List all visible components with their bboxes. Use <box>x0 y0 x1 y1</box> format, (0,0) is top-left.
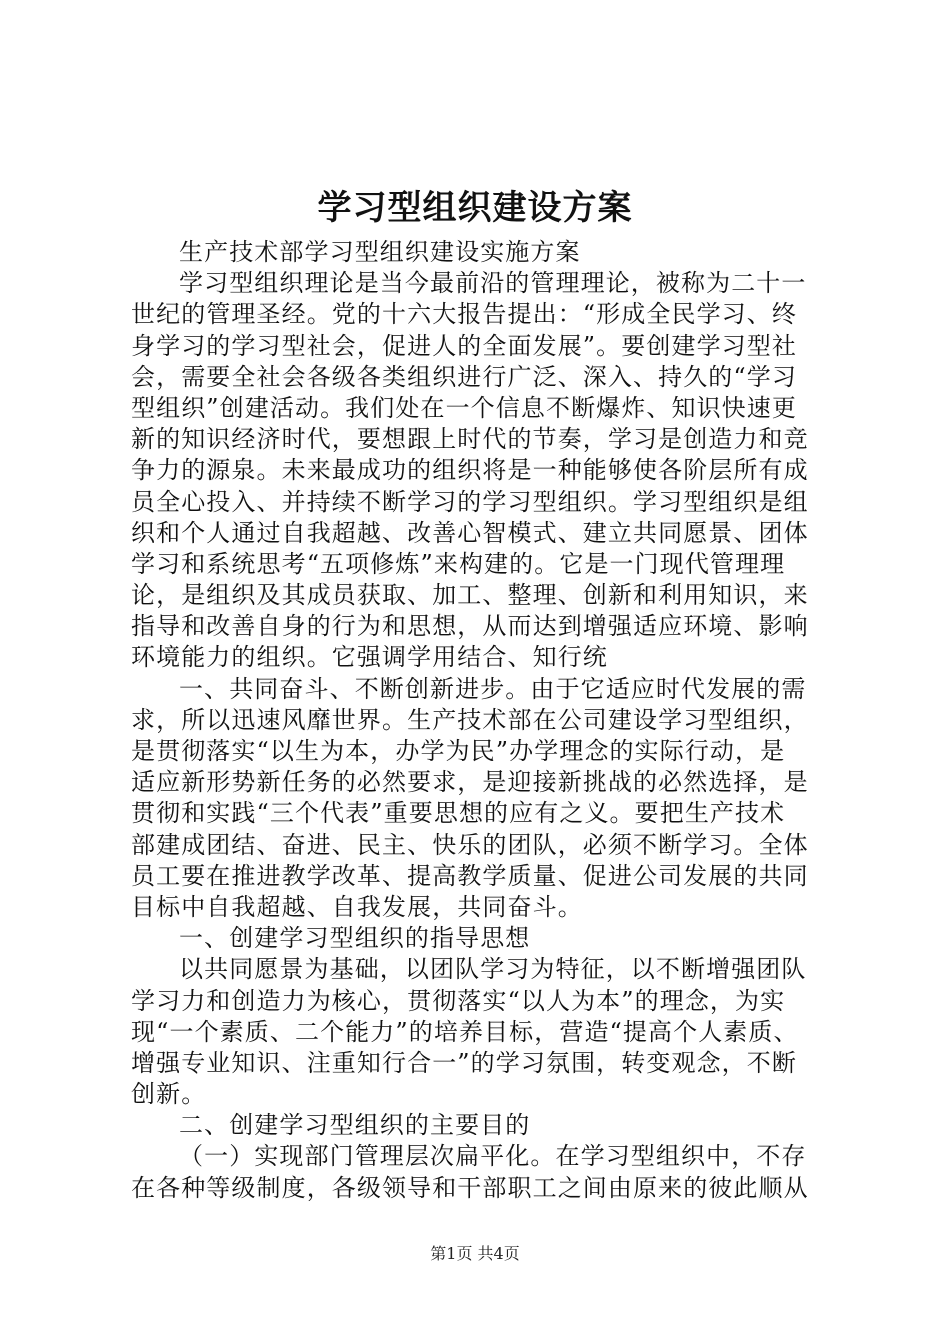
page-footer: 第1页 共4页 <box>430 1244 520 1263</box>
body-line: 员工要在推进教学改革、提高教学质量、促进公司发展的共同 <box>131 861 809 890</box>
body-line: （一）实现部门管理层次扁平化。在学习型组织中，不存 <box>179 1142 807 1171</box>
body-line: 适应新形势新任务的必然要求，是迎接新挑战的必然选择，是 <box>131 768 809 797</box>
body-line: 环境能力的组织。它强调学用结合、知行统 <box>131 643 608 672</box>
body-line: 现“一个素质、二个能力”的培养目标，营造“提高个人素质、 <box>131 1017 799 1046</box>
body-line: 生产技术部学习型组织建设实施方案 <box>179 238 581 266</box>
document-title: 学习型组织建设方案 <box>317 188 633 228</box>
body-line: 学习力和创造力为核心，贯彻落实“以人为本”的理念，为实 <box>131 986 786 1015</box>
body-line: 会，需要全社会各级各类组织进行广泛、深入、持久的“学习 <box>131 362 797 391</box>
document-body <box>131 237 831 1204</box>
body-line: 指导和改善自身的行为和思想，从而达到增强适应环境、影响 <box>131 612 809 641</box>
body-line: 部建成团结、奋进、民主、快乐的团队，必须不断学习。全体 <box>131 830 809 859</box>
body-line: 一、共同奋斗、不断创新进步。由于它适应时代发展的需 <box>179 674 807 703</box>
body-line: 学习和系统思考“五项修炼”来构建的。它是一门现代管理理 <box>131 549 786 578</box>
body-line: 论，是组织及其成员获取、加工、整理、创新和利用知识，来 <box>131 581 809 610</box>
body-line: 增强专业知识、注重知行合一”的学习氛围，转变观念，不断 <box>131 1048 797 1077</box>
body-line: 以共同愿景为基础，以团队学习为特征，以不断增强团队 <box>179 955 807 984</box>
body-line: 贯彻和实践“三个代表”重要思想的应有之义。要把生产技术 <box>131 799 786 828</box>
body-line: 是贯彻落实“以生为本，办学为民”办学理念的实际行动，是 <box>131 737 786 765</box>
body-line: 一、创建学习型组织的指导思想 <box>179 924 531 953</box>
body-line: 二、创建学习型组织的主要目的 <box>179 1111 531 1140</box>
body-line: 世纪的管理圣经。党的十六大报告提出：“形成全民学习、终 <box>131 300 797 329</box>
body-line: 新的知识经济时代，要想跟上时代的节奏，学习是创造力和竞 <box>131 425 809 454</box>
body-line: 学习型组织理论是当今最前沿的管理理论，被称为二十一 <box>179 269 807 298</box>
body-line: 型组织”创建活动。我们处在一个信息不断爆炸、知识快速更 <box>131 393 797 422</box>
body-line: 身学习的学习型社会，促进人的全面发展”。要创建学习型社 <box>131 331 797 360</box>
body-line: 求，所以迅速风靡世界。生产技术部在公司建设学习型组织， <box>131 705 809 734</box>
body-line: 织和个人通过自我超越、改善心智模式、建立共同愿景、团体 <box>131 518 809 547</box>
body-line: 在各种等级制度，各级领导和干部职工之间由原来的彼此顺从 <box>131 1173 809 1202</box>
body-line: 员全心投入、并持续不断学习的学习型组织。学习型组织是组 <box>131 487 809 516</box>
body-line: 目标中自我超越、自我发展，共同奋斗。 <box>131 892 583 921</box>
body-line: 创新。 <box>131 1080 207 1109</box>
body-line: 争力的源泉。未来最成功的组织将是一种能够使各阶层所有成 <box>131 456 809 485</box>
